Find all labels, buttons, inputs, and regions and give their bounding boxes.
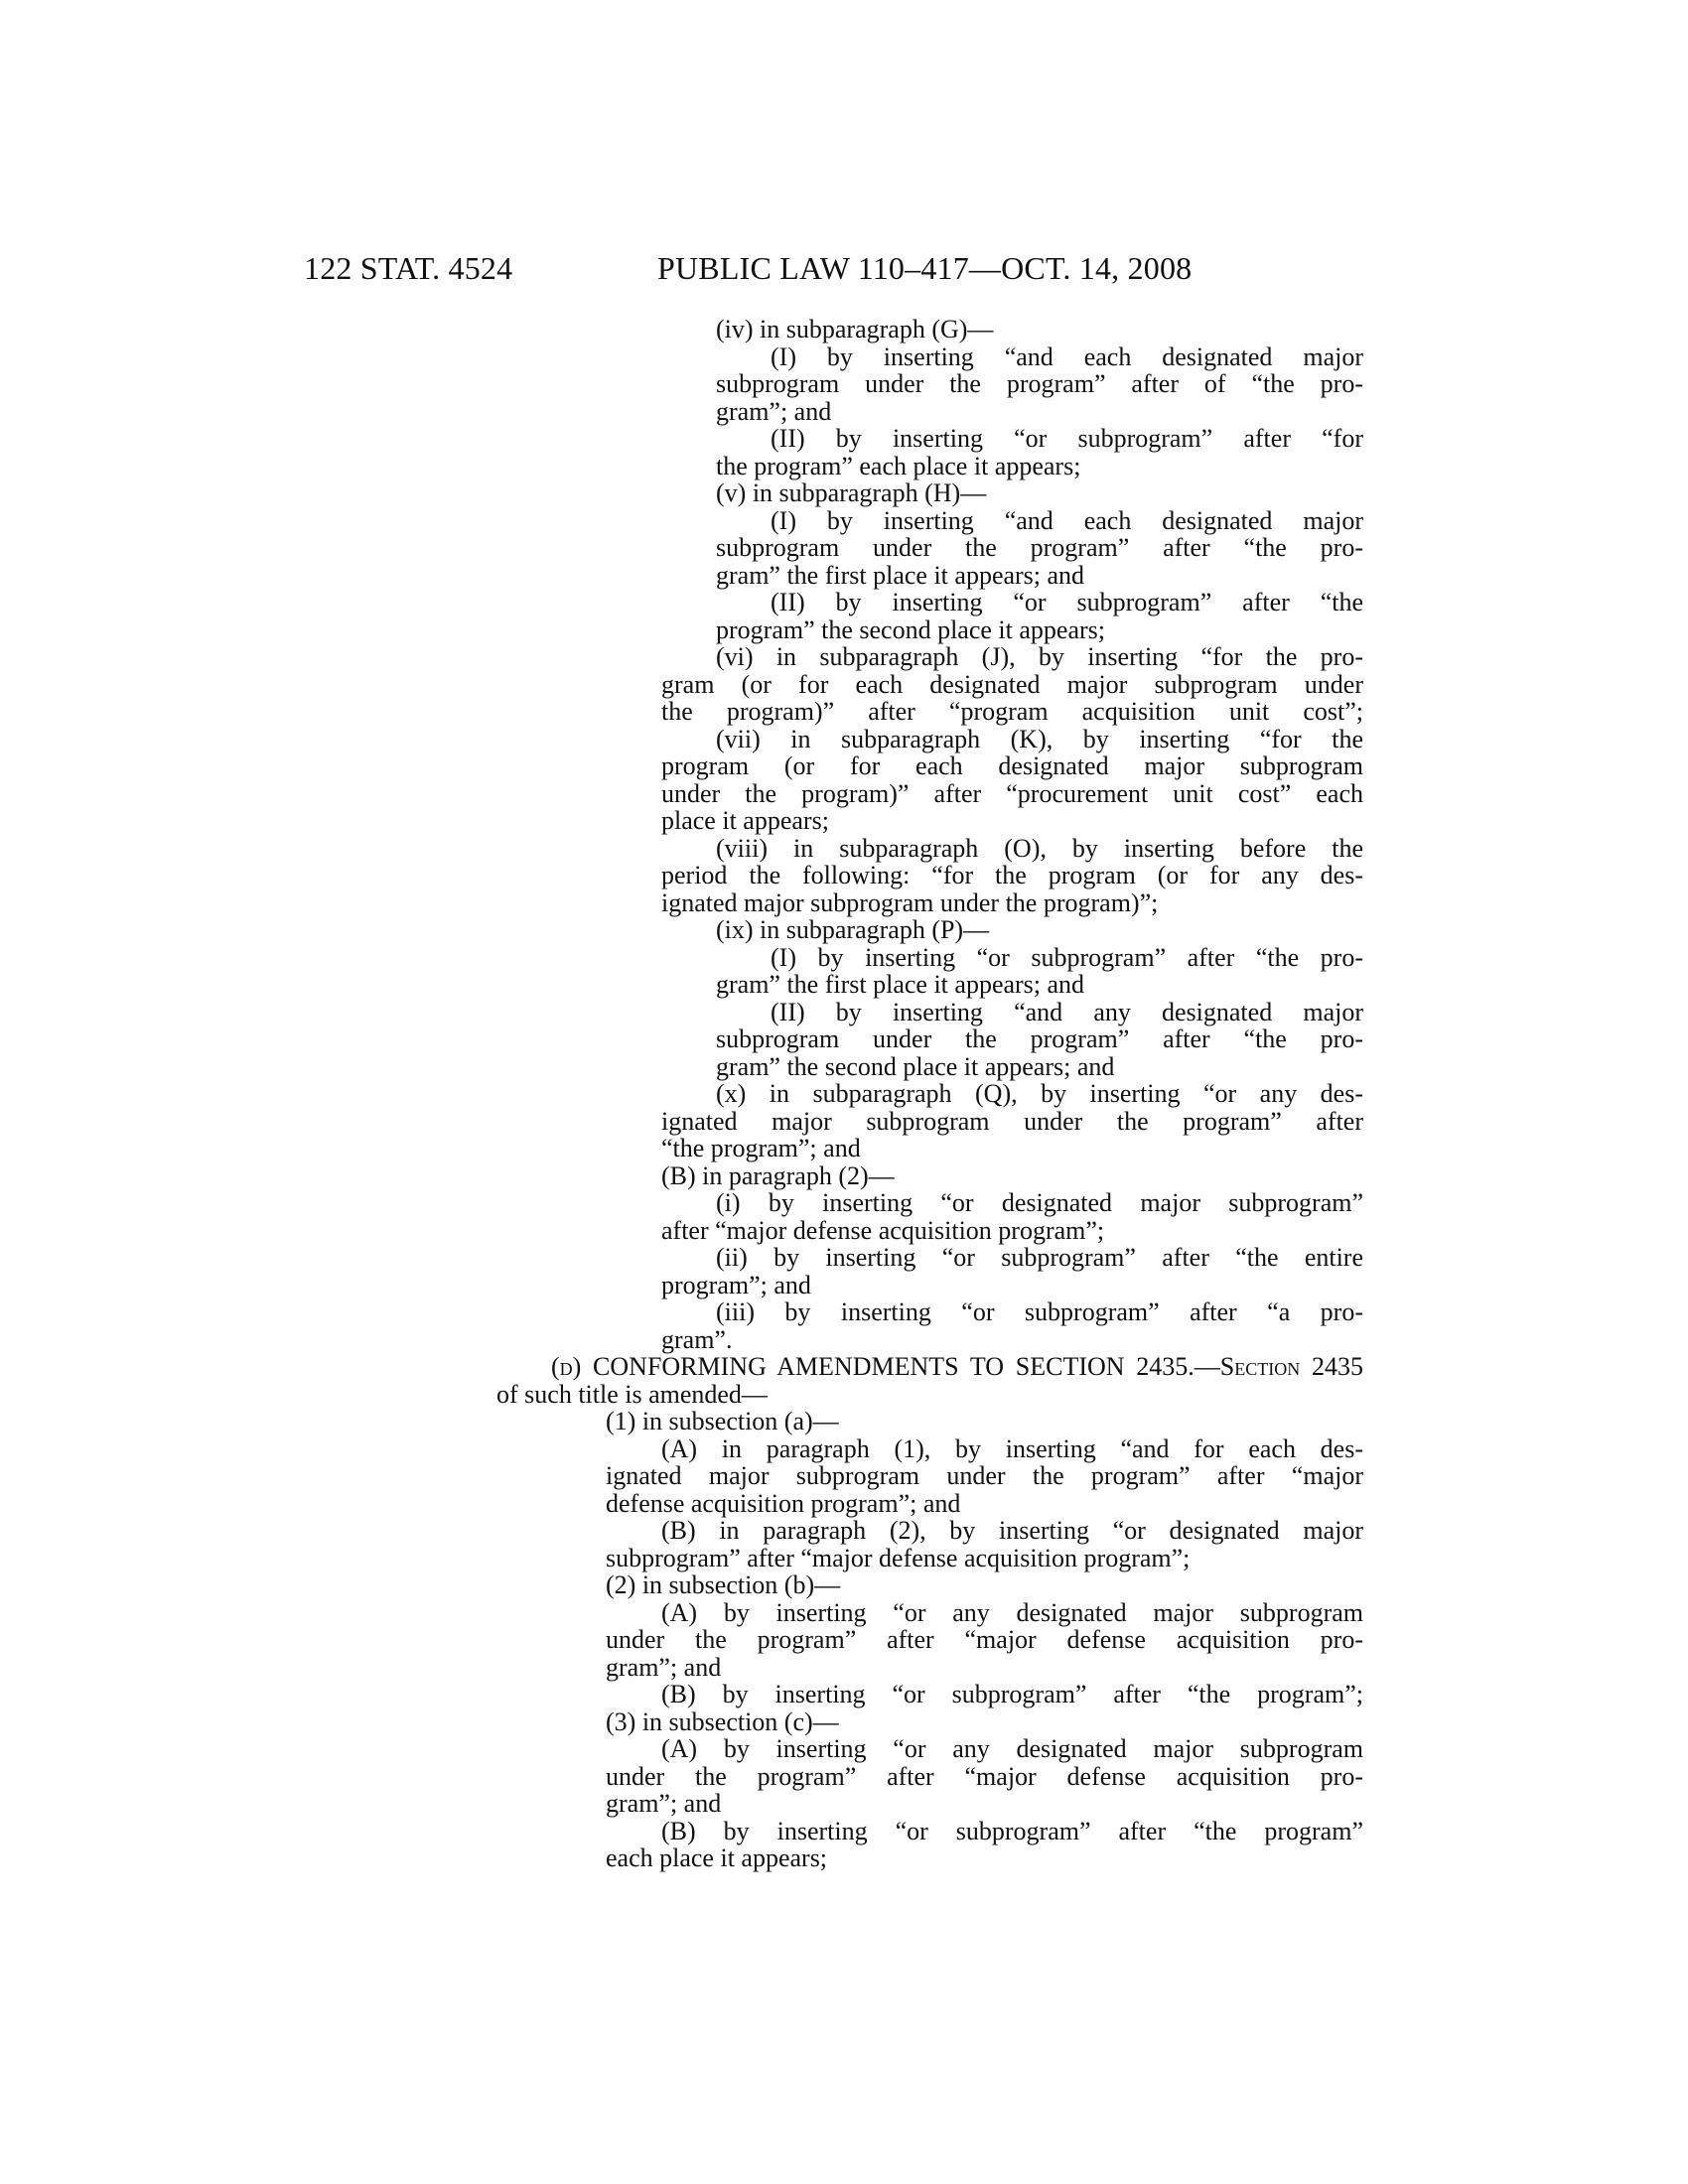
text-line: (3) in subsection (c)—	[606, 1706, 839, 1736]
text-line: subprogram under the program” after “the pro-	[716, 533, 1363, 562]
text-line: the program” each place it appears;	[716, 451, 1081, 480]
text-line: ignated major subprogram under the program” after “major	[606, 1461, 1363, 1490]
text-line: “the program”; and	[661, 1134, 861, 1162]
text-line: (ii) by inserting “or subprogram” after “the entire	[716, 1243, 1363, 1272]
text-line: (x) in subparagraph (Q), by inserting “or any des-	[716, 1079, 1363, 1108]
text-line: program” the second place it appears;	[716, 614, 1105, 644]
text-line: (vi) in subparagraph (J), by inserting “for the pro-	[716, 642, 1363, 671]
text-line: (iv) in subparagraph (G)—	[716, 315, 994, 343]
text-line: gram”.	[661, 1324, 733, 1354]
text-line: (II) by inserting “or subprogram” after “the	[771, 588, 1363, 616]
text-line: (B) by inserting “or subprogram” after “the program”	[661, 1816, 1363, 1845]
text-line: (v) in subparagraph (H)—	[716, 478, 987, 507]
text-line: each place it appears;	[606, 1843, 828, 1872]
text-line: under the program)” after “procurement unit cost” each	[661, 778, 1363, 808]
text-line: period the following: “for the program (or for any des-	[661, 861, 1363, 889]
text-line: gram”; and	[716, 396, 832, 426]
text-line: gram” the first place it appears; and	[716, 560, 1085, 590]
section-heading-line: (d) CONFORMING AMENDMENTS TO SECTION 2435.—Section 2435	[551, 1352, 1363, 1381]
text-line: the program)” after “program acquisition unit cost”;	[661, 697, 1363, 726]
text-line: (II) by inserting “and any designated major	[771, 997, 1363, 1026]
text-line: (viii) in subparagraph (O), by inserting before the	[716, 833, 1363, 863]
text-line: gram”; and	[606, 1652, 722, 1682]
text-line: gram” the second place it appears; and	[716, 1051, 1115, 1081]
text-line: of such title is amended—	[496, 1379, 768, 1409]
text-line: (B) by inserting “or subprogram” after “the program”;	[661, 1680, 1363, 1708]
text-line: gram (or for each designated major subprogram under	[661, 669, 1363, 699]
text-line: gram” the first place it appears; and	[716, 970, 1085, 999]
text-line: (A) by inserting “or any designated major subprogram	[661, 1597, 1363, 1627]
text-line: (A) by inserting “or any designated major subprogram	[661, 1734, 1363, 1763]
text-line: subprogram under the program” after of “the pro-	[716, 369, 1363, 398]
text-line: (I) by inserting “and each designated major	[771, 341, 1363, 371]
text-line: place it appears;	[661, 806, 829, 835]
text-line: (II) by inserting “or subprogram” after “for	[771, 424, 1363, 453]
text-line: after “major defense acquisition program”;	[661, 1215, 1105, 1245]
text-line: (B) in paragraph (2), by inserting “or designated major	[661, 1516, 1363, 1545]
text-line: (B) in paragraph (2)—	[661, 1160, 895, 1190]
text-line: program”; and	[661, 1270, 811, 1299]
text-line: (iii) by inserting “or subprogram” after “a pro-	[716, 1297, 1363, 1326]
text-line: subprogram under the program” after “the pro-	[716, 1024, 1363, 1053]
statute-reference: 122 STAT. 4524	[304, 250, 513, 286]
text-line: under the program” after “major defense acquisition pro-	[606, 1625, 1363, 1654]
text-line: ignated major subprogram under the program” after	[661, 1106, 1363, 1136]
text-line: ignated major subprogram under the program)”;	[661, 887, 1159, 917]
text-line: defense acquisition program”; and	[606, 1488, 961, 1518]
text-line: (I) by inserting “and each designated major	[771, 505, 1363, 535]
text-line: (1) in subsection (a)—	[606, 1407, 839, 1435]
text-line: (vii) in subparagraph (K), by inserting “for the	[716, 724, 1363, 753]
text-line: (i) by inserting “or designated major subprogram”	[716, 1188, 1363, 1217]
text-line: (A) in paragraph (1), by inserting “and for each des-	[661, 1433, 1363, 1463]
text-line: gram”; and	[606, 1789, 722, 1818]
text-line: subprogram” after “major defense acquisition program”;	[606, 1543, 1191, 1572]
text-line: (ix) in subparagraph (P)—	[716, 915, 990, 944]
page-header-title: PUBLIC LAW 110–417—OCT. 14, 2008	[657, 250, 1193, 286]
text-line: (2) in subsection (b)—	[606, 1570, 841, 1599]
text-line: (I) by inserting “or subprogram” after “the pro-	[771, 942, 1363, 972]
text-line: under the program” after “major defense acquisition pro-	[606, 1761, 1363, 1791]
text-line: program (or for each designated major subprogram	[661, 751, 1363, 780]
